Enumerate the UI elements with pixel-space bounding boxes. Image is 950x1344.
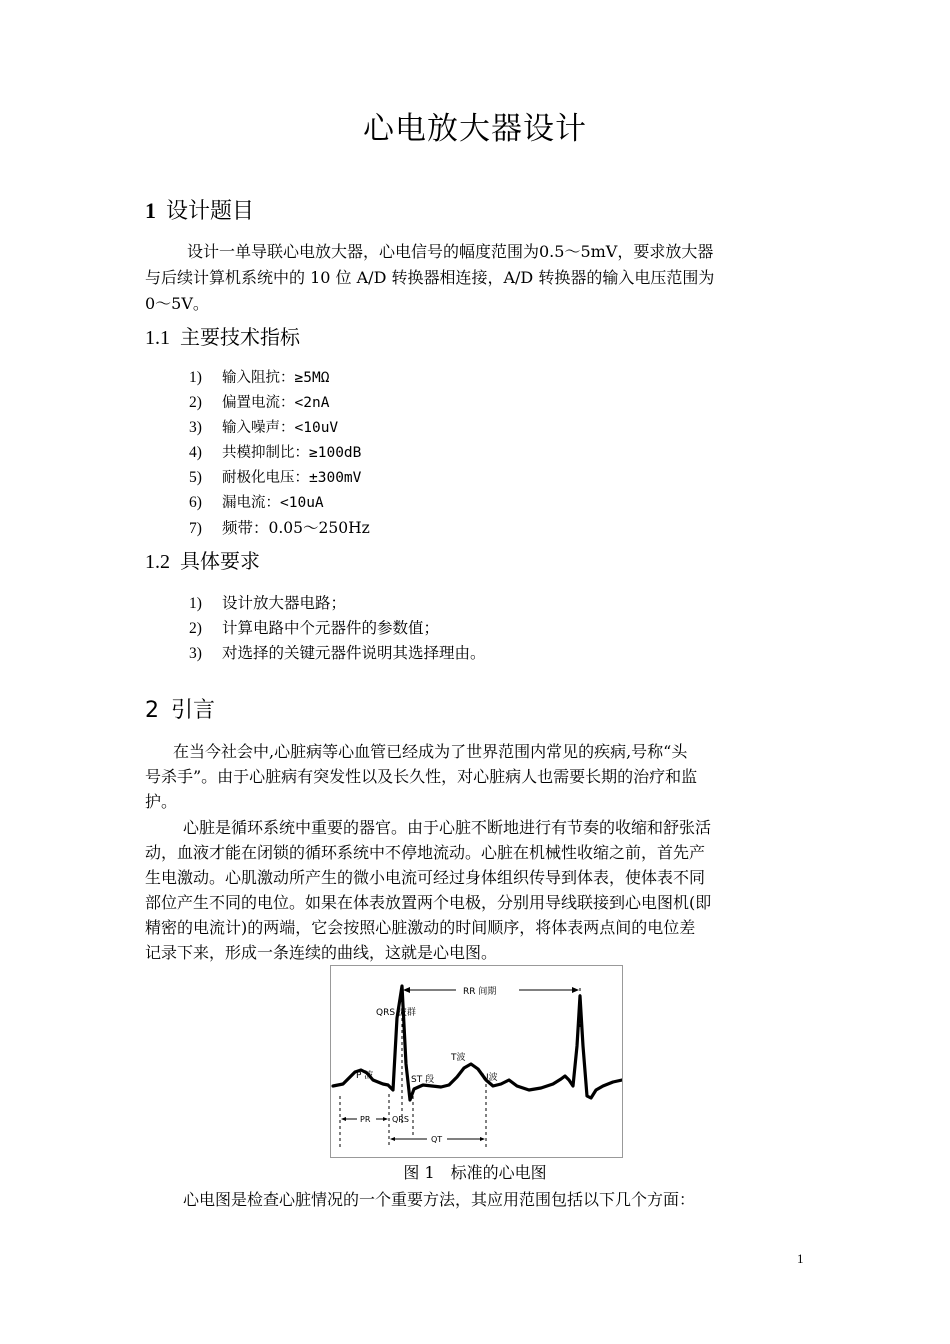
list-item <box>189 516 370 538</box>
list-text: 漏电流：<10uA <box>222 495 324 511</box>
list-item <box>189 616 439 638</box>
page-title: 心电放大器设计 <box>363 111 587 147</box>
list-number: 5) <box>189 469 202 486</box>
list-text: 输入噪声：<10uV <box>222 420 339 436</box>
paragraph-line: 护。 <box>145 792 178 811</box>
section-1-heading <box>145 194 254 225</box>
list-text: 对选择的关键元器件说明其选择理由。 <box>222 644 486 662</box>
list-number: 2) <box>189 620 202 637</box>
subsection-title: 主要技术指标 <box>180 325 300 349</box>
list-number: 7) <box>189 520 202 537</box>
paragraph-line: 0～5V。 <box>145 294 209 313</box>
paragraph-line: 与后续计算机系统中的 10 位 A/D 转换器相连接，A/D 转换器的输入电压范围为 <box>145 268 715 287</box>
arrowhead <box>383 1117 388 1121</box>
list-item <box>189 491 324 512</box>
subsection-title: 具体要求 <box>180 549 260 573</box>
p-wave-label: P 波 <box>356 1071 374 1081</box>
list-item <box>189 441 361 462</box>
list-item <box>189 366 329 387</box>
arrowhead <box>341 1117 346 1121</box>
paragraph-line: 动，血液才能在闭锁的循环系统中不停地流动。心脏在机械性收缩之前，首先产 <box>145 843 706 862</box>
section-2-heading <box>145 693 215 724</box>
paragraph-line: 设计一单导联心电放大器，心电信号的幅度范围为0.5～5mV，要求放大器 <box>187 242 714 261</box>
subsection-1-1-heading <box>145 321 300 350</box>
section-number: 2 <box>145 698 159 723</box>
rr-label: RR 间期 <box>463 987 497 997</box>
list-text: 共模抑制比：≥100dB <box>222 445 362 461</box>
paragraph-line: 心电图是检查心脏情况的一个重要方法，其应用范围包括以下几个方面： <box>183 1190 696 1209</box>
list-item <box>189 416 338 437</box>
section-title: 引言 <box>171 698 216 723</box>
paragraph-line: 精密的电流计)的两端，它会按照心脏激动的时间顺序，将体表两点间的电位差 <box>145 918 696 937</box>
list-text: 输入阻抗：≥5MΩ <box>222 370 330 386</box>
subsection-1-2-heading <box>145 545 260 574</box>
list-number: 3) <box>189 419 202 436</box>
ecg-figure <box>330 965 623 1158</box>
list-item <box>189 591 346 613</box>
qt-label: QT <box>431 1135 443 1144</box>
paragraph-line: 部位产生不同的电位。如果在体表放置两个电极，分别用导线联接到心电图机(即 <box>145 893 712 912</box>
list-text: 耐极化电压：±300mV <box>222 470 362 486</box>
section-title: 设计题目 <box>166 199 255 224</box>
ecg-diagram <box>331 966 622 1157</box>
figure-caption: 图 1 标准的心电图 <box>403 1163 547 1182</box>
arrowhead <box>572 987 579 993</box>
list-text: 计算电路中个元器件的参数值； <box>222 619 440 637</box>
paragraph-line: 记录下来，形成一条连续的曲线，这就是心电图。 <box>145 943 498 962</box>
u-wave-label: U波 <box>482 1073 498 1083</box>
pr-label: PR <box>360 1115 371 1124</box>
arrowhead <box>480 1137 485 1141</box>
list-number: 1) <box>189 595 202 612</box>
t-wave-label: T波 <box>451 1053 466 1063</box>
list-text: 偏置电流：<2nA <box>222 395 330 411</box>
list-number: 2) <box>189 394 202 411</box>
list-text: 设计放大器电路； <box>222 594 347 612</box>
arrowhead <box>403 987 410 993</box>
list-number: 3) <box>189 645 202 662</box>
page-number: 1 <box>797 1251 804 1266</box>
paragraph-line: 号杀手”。由于心脏病有突发性以及长久性，对心脏病人也需要长期的治疗和监 <box>145 767 698 786</box>
subsection-number: 1.2 <box>145 551 170 573</box>
qrs-label: QRS <box>392 1115 409 1124</box>
paragraph-line: 生电激动。心肌激动所产生的微小电流可经过身体组织传导到体表，使体表不同 <box>145 868 706 887</box>
list-number: 1) <box>189 369 202 386</box>
arrowhead <box>390 1137 395 1141</box>
list-text: 频带：0.05～250Hz <box>222 519 370 537</box>
list-number: 6) <box>189 494 202 511</box>
list-item <box>189 641 486 663</box>
subsection-number: 1.1 <box>145 327 170 349</box>
paragraph-line: 心脏是循环系统中重要的器官。由于心脏不断地进行有节奏的收缩和舒张活 <box>183 818 712 837</box>
st-segment-label: ST 段 <box>411 1075 435 1085</box>
ecg-waveform <box>333 986 622 1100</box>
paragraph-line: 在当今社会中,心脏病等心血管已经成为了世界范围内常见的疾病,号称“头 <box>173 742 688 761</box>
section-number: 1 <box>145 198 156 223</box>
list-number: 4) <box>189 444 202 461</box>
list-item <box>189 466 361 487</box>
list-item <box>189 391 329 412</box>
qrs-complex-label: QRS 波群 <box>376 1008 416 1018</box>
